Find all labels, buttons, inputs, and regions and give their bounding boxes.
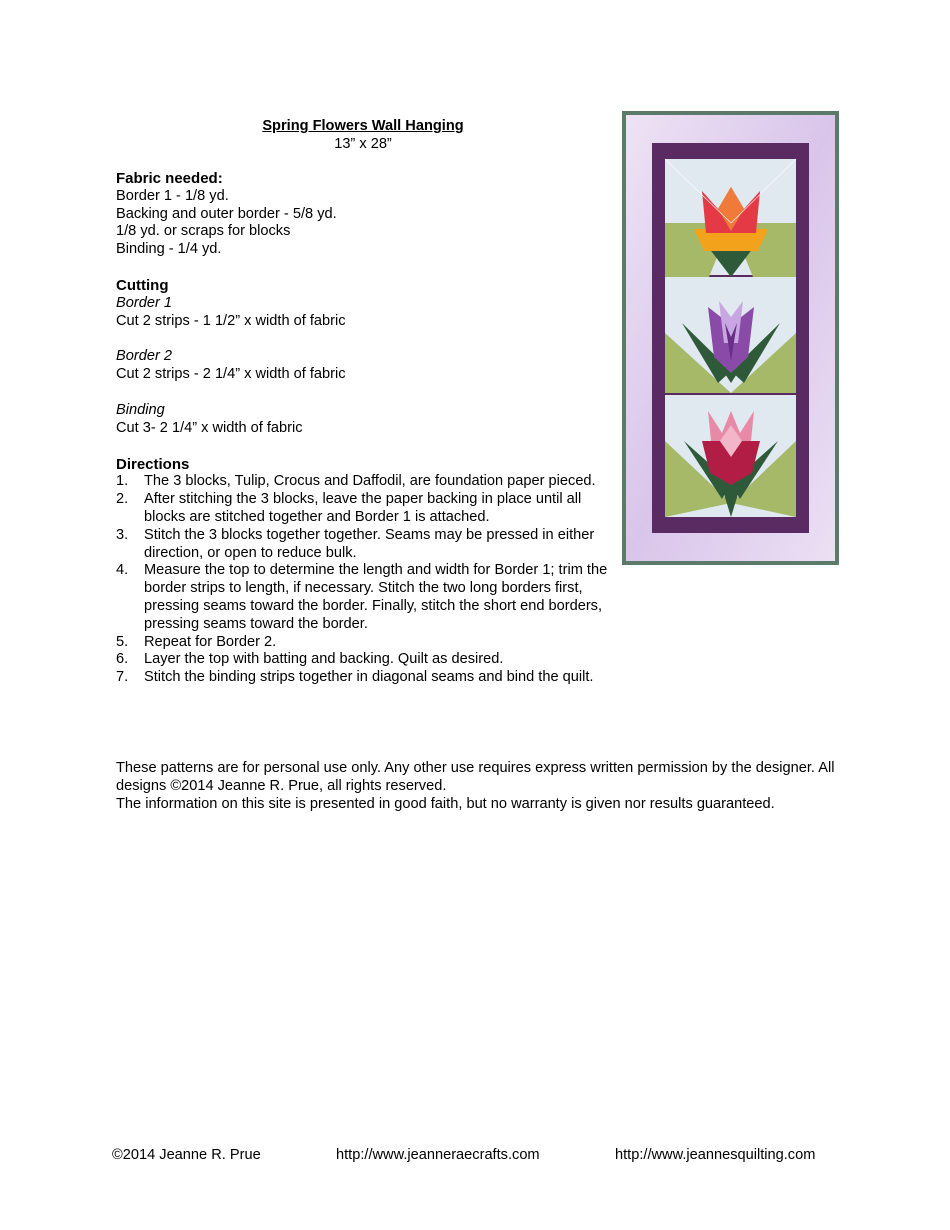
border2-label: Border 2 — [116, 348, 172, 365]
list-item: 4. Measure the top to determine the length and width for Border 1; trim the border strips to length, if necessary. Stitch the two long borders first, pressing seams toward the border. Finally, stitch the short end borders, pressing seams toward the border. — [116, 562, 608, 632]
directions-list — [116, 473, 616, 687]
instructions — [116, 170, 616, 687]
binding-label: Binding — [116, 401, 165, 418]
border1-instruction: Cut 2 strips - 1 1/2” x width of fabric — [116, 312, 346, 329]
list-item: 5. Repeat for Border 2. — [116, 633, 277, 650]
document-header — [116, 118, 610, 154]
quilt-illustration — [622, 111, 839, 565]
border1-label: Border 1 — [116, 294, 172, 311]
list-item: 3. Stitch the 3 blocks together together. Seams may be pressed in either direction, or open to reduce bulk. — [116, 526, 595, 561]
fabric-item: Border 1 - 1/8 yd. — [116, 187, 229, 204]
cutting-heading: Cutting — [116, 276, 169, 294]
footer-copyright: ©2014 Jeanne R. Prue — [112, 1147, 261, 1163]
fabric-item: 1/8 yd. or scraps for blocks — [116, 223, 291, 240]
list-item: 1. The 3 blocks, Tulip, Crocus and Daffodil, are foundation paper pieced. — [116, 473, 596, 490]
usage-notice: These patterns are for personal use only. Any other use requires express written permission by the designer. All designs ©2014 Jeanne R. Prue, all rights reserved. — [116, 760, 835, 794]
fabric-item: Backing and outer border - 5/8 yd. — [116, 205, 337, 222]
list-item: 6. Layer the top with batting and backing. Quilt as desired. — [116, 651, 504, 668]
footer-link-quilting[interactable]: http://www.jeannesquilting.com — [615, 1147, 816, 1163]
fabric-item: Binding - 1/4 yd. — [116, 241, 222, 258]
list-item: 7. Stitch the binding strips together in diagonal seams and bind the quilt. — [116, 669, 594, 686]
footer-link-crafts[interactable]: http://www.jeanneraecrafts.com — [336, 1147, 540, 1163]
directions-heading: Directions — [116, 455, 190, 473]
document-title: Spring Flowers Wall Hanging — [262, 118, 464, 134]
legal-notice — [116, 760, 856, 813]
binding-instruction: Cut 3- 2 1/4” x width of fabric — [116, 419, 303, 436]
warranty-notice: The information on this site is presented in good faith, but no warranty is given nor results guaranteed. — [116, 795, 775, 812]
list-item: 2. After stitching the 3 blocks, leave the paper backing in place until all blocks are stitched together and Border 1 is attached. — [116, 491, 582, 525]
fabric-heading: Fabric needed: — [116, 170, 223, 187]
border2-instruction: Cut 2 strips - 2 1/4” x width of fabric — [116, 366, 346, 383]
finished-size: 13” x 28” — [334, 135, 392, 152]
